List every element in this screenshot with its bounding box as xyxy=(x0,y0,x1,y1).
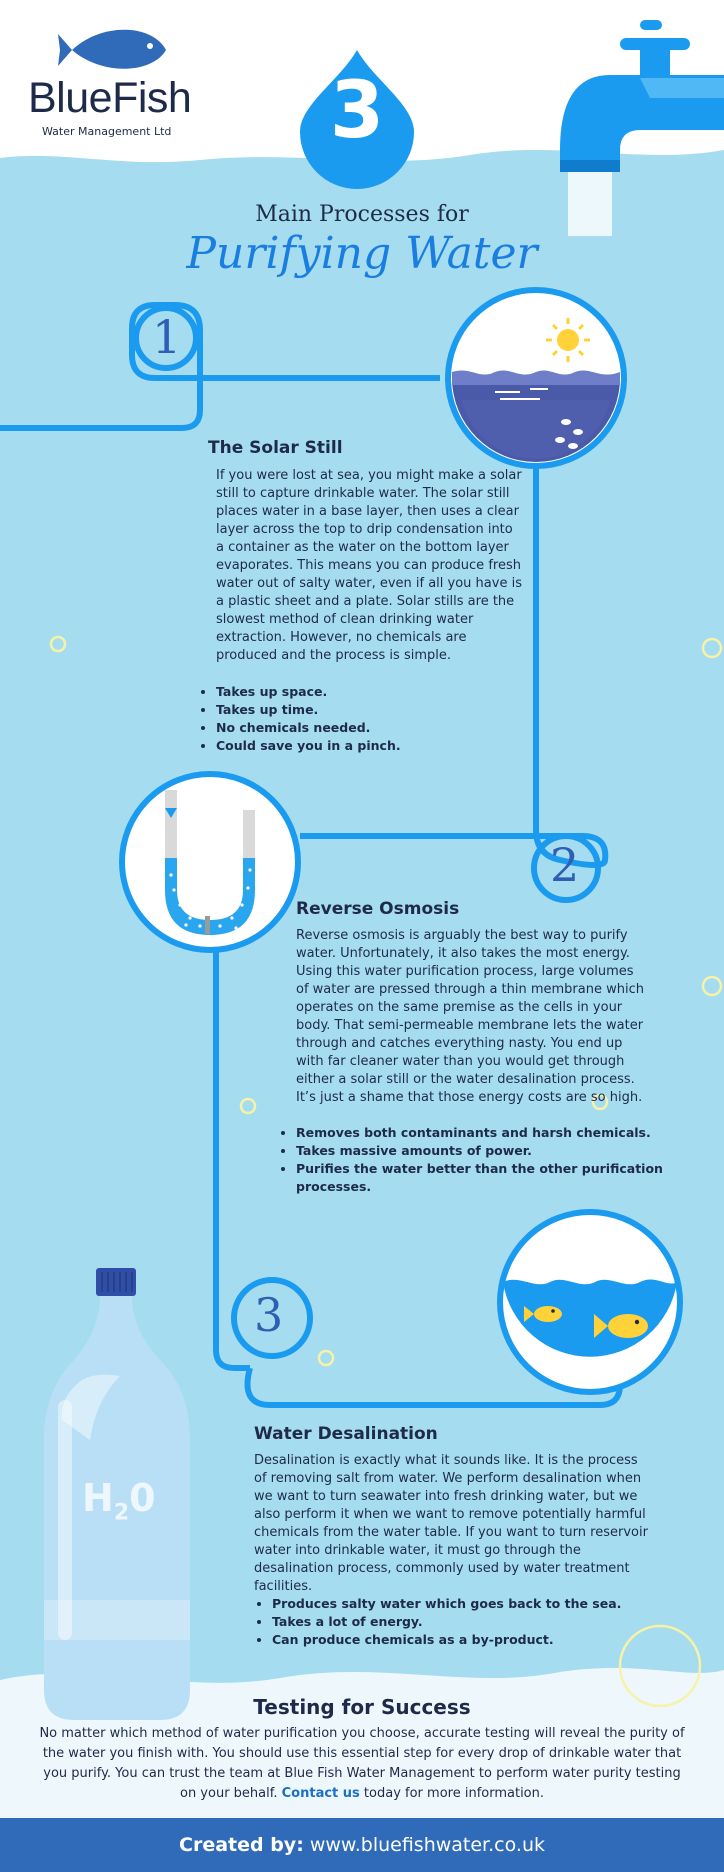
fish-bowl-illustration xyxy=(500,1212,680,1392)
section-body-solar-still: If you were lost at sea, you might make a solar still to capture drinkable water. The solar still places water in a base layer, then uses a clear layer across the top to drip condensation into a container as the water on the bottom layer evaporates. This means you can produce fresh water out of salty water, even if all you have is a plastic sheet and a plate. Solar stills are the slowest method of clean drinking water extraction. However, no chemicals are produced and the process is simple. xyxy=(216,468,522,663)
footer-url[interactable]: www.bluefishwater.co.uk xyxy=(309,1834,545,1856)
title-line-1: Main Processes for xyxy=(255,202,469,227)
step-number-2: 2 xyxy=(550,838,580,892)
section-title-reverse-osmosis: Reverse Osmosis xyxy=(296,899,460,919)
logo-wordmark: BlueFish xyxy=(28,74,192,122)
section-title-water-desalination: Water Desalination xyxy=(254,1424,438,1444)
section-title-solar-still: The Solar Still xyxy=(208,438,343,458)
footer-label: Created by: xyxy=(179,1834,304,1856)
testing-title: Testing for Success xyxy=(253,1695,471,1719)
section-points-water-desalination xyxy=(254,1595,672,1649)
title-line-2: Purifying Water xyxy=(186,228,538,279)
footer-bar xyxy=(0,1818,724,1872)
step-number-3: 3 xyxy=(254,1288,284,1342)
list-item: • Removes both contaminants and harsh chemicals. xyxy=(296,1124,668,1142)
list-item: • Takes up space. xyxy=(216,683,516,701)
section-body-water-desalination: Desalination is exactly what it sounds like. It is the process of removing salt from water. We perform desalination when we want to turn seawater into fresh drinking water, but we also perform it when we want to remove potentially harmful chemicals from the water table. If you want to turn reservoir water into drinkable water, it must go through the desalination process, commonly used by water treatment facilities. xyxy=(254,1453,648,1594)
list-item: • Produces salty water which goes back to the sea. xyxy=(272,1595,672,1613)
path-line-3 xyxy=(216,940,250,1368)
contact-us-link[interactable]: Contact us xyxy=(281,1786,360,1801)
logo-subtitle: Water Management Ltd xyxy=(42,125,172,138)
hero-number: 3 xyxy=(329,66,385,156)
testing-body: No matter which method of water purification you choose, accurate testing will reveal the purity of the water you finish with. You should use this essential step for every drop of drinkable water that you purify. You can trust the team at Blue Fish Water Management to perform water purity testing on your behalf. Contact us today for more information. xyxy=(39,1726,685,1801)
section-body-reverse-osmosis: Reverse osmosis is arguably the best way to purify water. Unfortunately, it also takes the most energy. Using this water purification process, large volumes of water are pressed through a thin membrane which operates on the same premise as the cells in your body. That semi-permeable membrane lets the water through and catches everything nasty. You end up with far cleaner water than you would get through either a solar still or the water desalination process. It’s just a shame that those energy costs are so high. xyxy=(296,928,644,1105)
step-number-1: 1 xyxy=(152,310,182,364)
reverse-osmosis-illustration xyxy=(122,774,298,950)
list-item: • Takes up time. xyxy=(216,701,516,719)
list-item: • No chemicals needed. xyxy=(216,719,516,737)
section-points-reverse-osmosis xyxy=(278,1124,668,1196)
list-item: • Takes massive amounts of power. xyxy=(296,1142,668,1160)
list-item: • Can produce chemicals as a by-product. xyxy=(272,1631,672,1649)
list-item: • Purifies the water better than the other purification processes. xyxy=(296,1160,668,1196)
path-line-1 xyxy=(0,305,440,428)
bottle-label: $H_20$ xyxy=(82,1476,156,1526)
list-item: • Could save you in a pinch. xyxy=(216,737,516,755)
solar-still-illustration xyxy=(448,290,624,466)
list-item: • Takes a lot of energy. xyxy=(272,1613,672,1631)
section-points-solar-still xyxy=(198,683,516,755)
